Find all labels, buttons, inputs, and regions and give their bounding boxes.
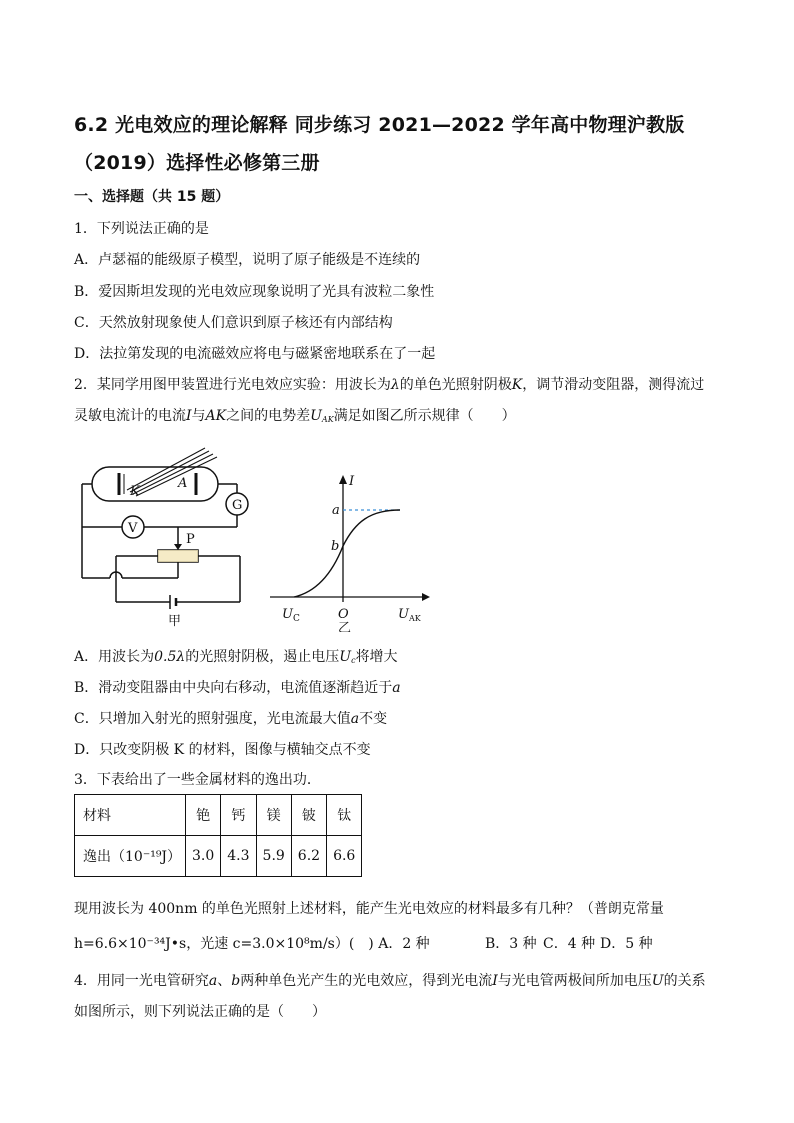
- q2-option-d: D．只改变阴极 K 的材料，图像与横轴交点不变: [74, 742, 371, 758]
- q4-line-1: 4．用同一光电管研究a、b两种单色光产生的光电效应，得到光电流I与光电管两极间所加电压U的关系: [74, 973, 706, 989]
- title-line-1: 6.2 光电效应的理论解释 同步练习 2021—2022 学年高中物理沪教版: [74, 114, 685, 136]
- label-yi: 乙: [338, 621, 352, 632]
- table-cell: 6.6: [327, 836, 362, 877]
- q1-option-a: A．卢瑟福的能级原子模型，说明了原子能级是不连续的: [74, 252, 421, 268]
- label-uc: $U_C$: [282, 607, 300, 624]
- q2-option-b: B．滑动变阻器由中央向右移动，电流值逐渐趋近于a: [74, 680, 401, 696]
- work-function-table: [74, 794, 362, 877]
- section-heading: 一、选择题（共 15 题）: [74, 189, 230, 205]
- q3-line-1: 现用波长为 400nm 的单色光照射上述材料，能产生光电效应的材料最多有几种？（普朗克常量: [74, 901, 664, 917]
- y-axis-arrow: [339, 475, 347, 484]
- table-cell: 钛: [327, 795, 362, 836]
- q2-stem-line-1: 2．某同学用图甲装置进行光电效应实验：用波长为λ的单色光照射阴极K，调节滑动变阻器，测得流过: [74, 377, 705, 393]
- label-jia: 甲: [168, 614, 182, 629]
- label-a-value: a: [332, 503, 340, 518]
- table-cell: 3.0: [186, 836, 221, 877]
- circuit-diagram-jia: [82, 448, 248, 609]
- q1-stem: 1．下列说法正确的是: [74, 221, 209, 237]
- label-k: K: [130, 484, 140, 499]
- q2-option-c: C．只增加入射光的照射强度，光电流最大值a不变: [74, 711, 388, 727]
- table-cell: 材料: [75, 795, 186, 836]
- title-line-2: （2019）选择性必修第三册: [74, 152, 320, 174]
- iu-curve: [294, 510, 400, 597]
- label-uak: $U_{AK}$: [398, 607, 421, 623]
- incident-light-rays: [127, 448, 217, 496]
- label-o: O: [338, 607, 349, 622]
- x-axis-arrow: [422, 593, 430, 601]
- table-cell: 5.9: [256, 836, 291, 877]
- table-cell: 6.2: [291, 836, 326, 877]
- label-p: P: [186, 532, 195, 547]
- q1-option-d: D．法拉第发现的电流磁效应将电与磁紧密地联系在了一起: [74, 346, 436, 362]
- q3-stem: 3．下表给出了一些金属材料的逸出功．: [74, 772, 321, 788]
- document-title: [74, 106, 734, 182]
- lambda-symbol: λ: [390, 377, 400, 393]
- table-cell: 铍: [291, 795, 326, 836]
- table-cell: 镁: [256, 795, 291, 836]
- q1-option-b: B．爱因斯坦发现的光电效应现象说明了光具有波粒二象性: [74, 284, 435, 300]
- table-cell: 铯: [186, 795, 221, 836]
- label-b-value: b: [331, 539, 340, 554]
- table-cell: 钙: [221, 795, 256, 836]
- q4-line-2: 如图所示，则下列说法正确的是（ ）: [74, 1004, 326, 1020]
- table-header-row: [75, 795, 362, 836]
- q2-figure: [70, 442, 430, 632]
- iu-graph-yi: [270, 474, 430, 632]
- table-cell: 逸出（10⁻¹⁹J）: [75, 836, 186, 877]
- q1-option-c: C．天然放射现象使人们意识到原子核还有内部结构: [74, 315, 393, 331]
- q3-option-d: D．5 种: [600, 936, 653, 952]
- label-g: G: [232, 498, 243, 513]
- label-a: A: [178, 476, 188, 491]
- q3-line-2: h=6.6×10⁻³⁴J•s，光速 c=3.0×10⁸m/s）( ) A．2 种: [74, 936, 430, 952]
- q3-option-b: B．3 种: [485, 936, 537, 952]
- label-i: I: [349, 474, 355, 489]
- table-cell: 4.3: [221, 836, 256, 877]
- q2-stem-line-2: 灵敏电流计的电流I与AK之间的电势差$U_{AK}$满足如图乙所示规律（ ）: [74, 408, 516, 424]
- table-row: [75, 836, 362, 877]
- q3-option-c: C．4 种: [543, 936, 596, 952]
- slider-p: [174, 544, 182, 550]
- photoelectric-tube: [92, 467, 218, 501]
- label-v: V: [128, 521, 138, 536]
- q2-option-a: A．用波长为0.5λ的光照射阴极，遏止电压$U_c$将增大: [74, 649, 398, 665]
